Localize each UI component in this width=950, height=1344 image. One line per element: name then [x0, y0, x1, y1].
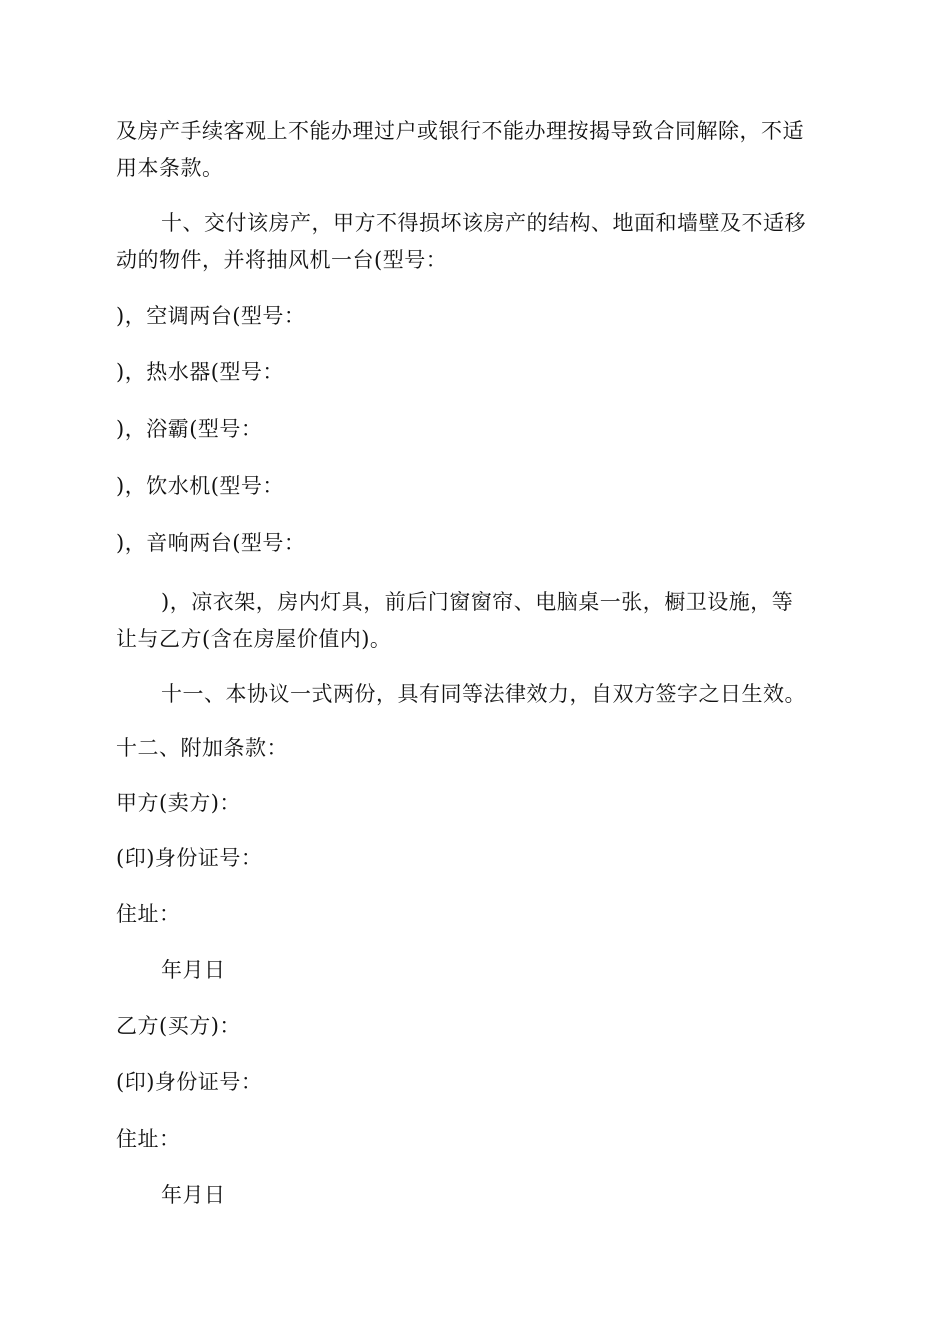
text-line: )，音响两台(型号：	[116, 531, 306, 555]
text-line: 动的物件，并将抽风机一台(型号：	[116, 248, 448, 272]
text-line: )，饮水机(型号：	[116, 474, 284, 498]
text-line: 住址：	[116, 1127, 181, 1151]
text-line: )，凉衣架，房内灯具，前后门窗窗帘、电脑桌一张，橱卫设施，等	[161, 590, 794, 614]
text-line: (印)身份证号：	[116, 1070, 263, 1094]
text-line: 十、交付该房产，甲方不得损坏该房产的结构、地面和墙壁及不适移	[161, 211, 806, 235]
text-line: 甲方(卖方)：	[116, 791, 241, 815]
text-line: 十一、本协议一式两份，具有同等法律效力，自双方签字之日生效。	[161, 682, 806, 706]
text-line: 十二、附加条款：	[116, 736, 288, 760]
text-line: )，热水器(型号：	[116, 360, 284, 384]
text-line: 及房产手续客观上不能办理过户或银行不能办理按揭导致合同解除，不适	[116, 119, 804, 143]
text-line: 乙方(买方)：	[116, 1014, 241, 1038]
text-line: 住址：	[116, 902, 181, 926]
text-line: (印)身份证号：	[116, 846, 263, 870]
text-line: 让与乙方(含在房屋价值内)。	[116, 627, 392, 651]
text-line: 年月日	[161, 1183, 226, 1207]
text-line: )，浴霸(型号：	[116, 417, 263, 441]
text-line: )，空调两台(型号：	[116, 304, 306, 328]
text-line: 用本条款。	[116, 156, 224, 180]
text-line: 年月日	[161, 958, 226, 982]
